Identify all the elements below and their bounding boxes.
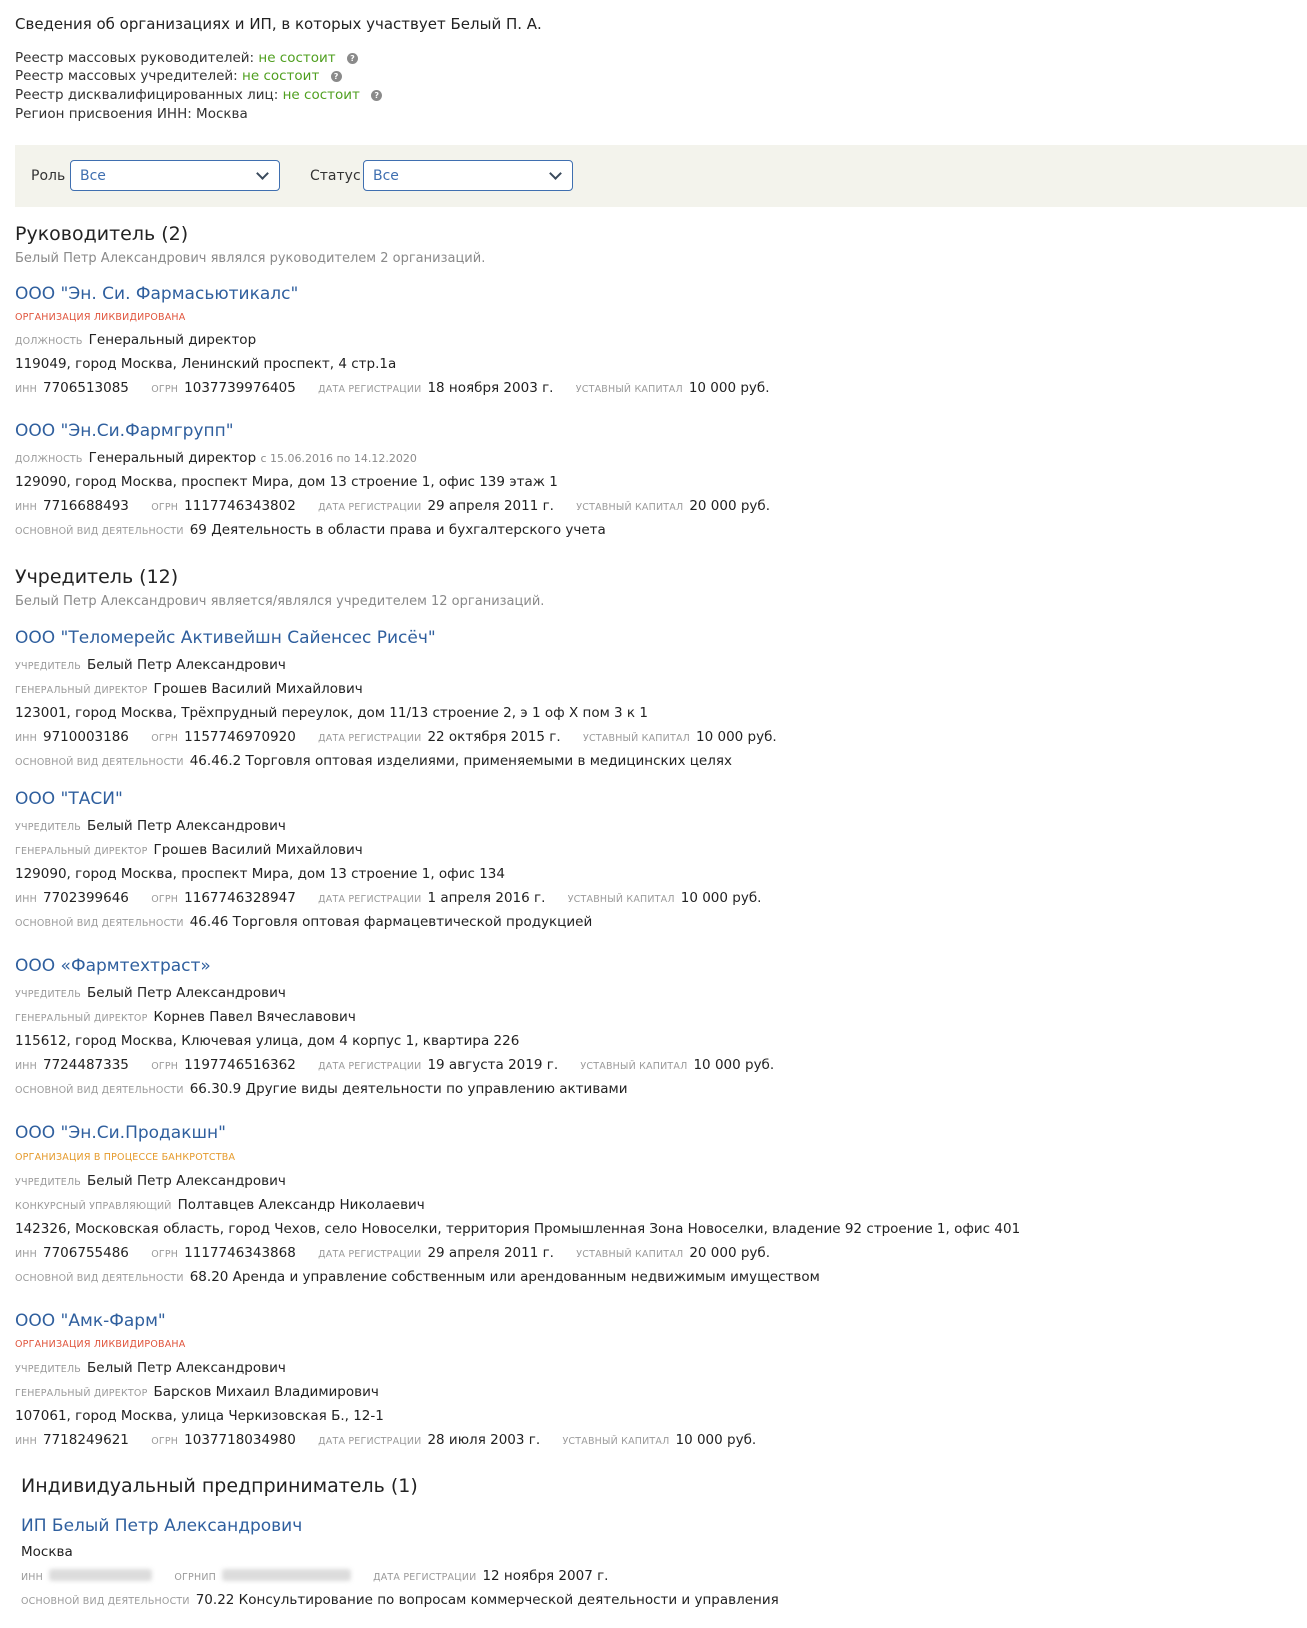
org-details: ИНН 9710003186 ОГРН 1157746970920 ДАТА РЕГИСТРАЦИИ 22 октября 2015 г. УСТАВНЫЙ КАПИТАЛ 10 000 руб.	[15, 729, 777, 745]
org-address: 129090, город Москва, проспект Мира, дом 13 строение 1, офис 134	[15, 866, 505, 882]
org-activity: ОСНОВНОЙ ВИД ДЕЯТЕЛЬНОСТИ 68.20 Аренда и управление собственным или арендованным недвижимым имуществом	[15, 1269, 820, 1285]
org-address: 142326, Московская область, город Чехов, село Новоселки, территория Промышленная Зона Новоселки, владение 92 строение 1, офис 401	[15, 1221, 1021, 1237]
registry-mass-founders: Реестр массовых учредителей: не состоит ?	[15, 68, 342, 84]
help-icon[interactable]: ?	[347, 53, 358, 64]
org-founder: УЧРЕДИТЕЛЬ Белый Петр Александрович	[15, 1173, 286, 1189]
org-founder: УЧРЕДИТЕЛЬ Белый Петр Александрович	[15, 1360, 286, 1376]
org-details: ИНН 7724487335 ОГРН 1197746516362 ДАТА РЕГИСТРАЦИИ 19 августа 2019 г. УСТАВНЫЙ КАПИТАЛ 10 000 руб.	[15, 1057, 775, 1073]
chevron-down-icon	[256, 167, 269, 180]
help-icon[interactable]: ?	[371, 90, 382, 101]
org-link[interactable]: ООО "Теломерейс Активейшн Сайенсес Рисёч"	[15, 628, 436, 648]
org-address: 129090, город Москва, проспект Мира, дом 13 строение 1, офис 139 этаж 1	[15, 474, 558, 490]
manager-section-title: Руководитель (2)	[15, 223, 189, 245]
org-position: ДОЛЖНОСТЬ Генеральный директор	[15, 332, 257, 348]
org-activity: ОСНОВНОЙ ВИД ДЕЯТЕЛЬНОСТИ 46.46.2 Торговля оптовая изделиями, применяемыми в медицинских целях	[15, 753, 732, 769]
founder-section-title: Учредитель (12)	[15, 566, 179, 588]
ip-details: ИНН ОГРНИП ДАТА РЕГИСТРАЦИИ 12 ноября 2007 г.	[21, 1568, 609, 1584]
page-title: Сведения об организациях и ИП, в которых участвует Белый П. А.	[15, 15, 542, 33]
org-activity: ОСНОВНОЙ ВИД ДЕЯТЕЛЬНОСТИ 46.46 Торговля оптовая фармацевтической продукцией	[15, 914, 593, 930]
org-founder: УЧРЕДИТЕЛЬ Белый Петр Александрович	[15, 985, 286, 1001]
ip-activity: ОСНОВНОЙ ВИД ДЕЯТЕЛЬНОСТИ 70.22 Консультирование по вопросам коммерческой деятельности и управления	[21, 1592, 779, 1608]
org-status-badge: ОРГАНИЗАЦИЯ ЛИКВИДИРОВАНА	[15, 312, 186, 323]
inn-region: Регион присвоения ИНН: Москва	[15, 106, 248, 122]
registry-status: не состоит	[258, 50, 336, 66]
org-link[interactable]: ООО "Эн.Си.Фармгрупп"	[15, 421, 234, 441]
registry-status: не состоит	[282, 87, 360, 103]
founder-section-subtitle: Белый Петр Александрович является/являлся учредителем 12 организаций.	[15, 594, 545, 609]
help-icon[interactable]: ?	[331, 71, 342, 82]
position-period: с 15.06.2016 по 14.12.2020	[260, 452, 417, 465]
org-details: ИНН 7718249621 ОГРН 1037718034980 ДАТА РЕГИСТРАЦИИ 28 июля 2003 г. УСТАВНЫЙ КАПИТАЛ 10 000 руб.	[15, 1432, 757, 1448]
blurred-inn	[49, 1569, 152, 1581]
ip-section-title: Индивидуальный предприниматель (1)	[21, 1475, 418, 1497]
registry-status: не состоит	[242, 68, 320, 84]
org-director: ГЕНЕРАЛЬНЫЙ ДИРЕКТОР Грошев Василий Михайлович	[15, 681, 363, 697]
role-select[interactable]: Все	[70, 160, 280, 191]
org-address: 107061, город Москва, улица Черкизовская Б., 12-1	[15, 1408, 384, 1424]
registry-disqualified: Реестр дисквалифицированных лиц: не состоит ?	[15, 87, 382, 103]
org-link[interactable]: ООО "Амк-Фарм"	[15, 1311, 166, 1331]
org-link[interactable]: ООО "Эн.Си.Продакшн"	[15, 1123, 226, 1143]
org-address: 115612, город Москва, Ключевая улица, дом 4 корпус 1, квартира 226	[15, 1033, 520, 1049]
org-link[interactable]: ООО "Эн. Си. Фармасьютикалс"	[15, 284, 299, 304]
org-details: ИНН 7706755486 ОГРН 1117746343868 ДАТА РЕГИСТРАЦИИ 29 апреля 2011 г. УСТАВНЫЙ КАПИТАЛ 20 000 руб.	[15, 1245, 771, 1261]
org-details: ИНН 7706513085 ОГРН 1037739976405 ДАТА РЕГИСТРАЦИИ 18 ноября 2003 г. УСТАВНЫЙ КАПИТАЛ 10 000 руб.	[15, 380, 770, 396]
ip-link[interactable]: ИП Белый Петр Александрович	[21, 1516, 303, 1536]
org-activity: ОСНОВНОЙ ВИД ДЕЯТЕЛЬНОСТИ 66.30.9 Другие виды деятельности по управлению активами	[15, 1081, 628, 1097]
org-founder: УЧРЕДИТЕЛЬ Белый Петр Александрович	[15, 818, 286, 834]
org-status-badge: ОРГАНИЗАЦИЯ ЛИКВИДИРОВАНА	[15, 1339, 186, 1350]
status-filter-label: Статус	[310, 168, 361, 184]
org-status-badge: ОРГАНИЗАЦИЯ В ПРОЦЕССЕ БАНКРОТСТВА	[15, 1152, 236, 1163]
role-filter-label: Роль	[31, 168, 66, 184]
org-position: ДОЛЖНОСТЬ Генеральный директор с 15.06.2016 по 14.12.2020	[15, 450, 417, 466]
org-link[interactable]: ООО "ТАСИ"	[15, 789, 123, 809]
manager-section-subtitle: Белый Петр Александрович являлся руководителем 2 организаций.	[15, 251, 486, 266]
org-director: ГЕНЕРАЛЬНЫЙ ДИРЕКТОР Грошев Василий Михайлович	[15, 842, 363, 858]
org-activity: ОСНОВНОЙ ВИД ДЕЯТЕЛЬНОСТИ 69 Деятельность в области права и бухгалтерского учета	[15, 522, 606, 538]
org-details: ИНН 7702399646 ОГРН 1167746328947 ДАТА РЕГИСТРАЦИИ 1 апреля 2016 г. УСТАВНЫЙ КАПИТАЛ 10 000 руб.	[15, 890, 762, 906]
registry-mass-managers: Реестр массовых руководителей: не состоит ?	[15, 50, 358, 66]
org-details: ИНН 7716688493 ОГРН 1117746343802 ДАТА РЕГИСТРАЦИИ 29 апреля 2011 г. УСТАВНЫЙ КАПИТАЛ 20 000 руб.	[15, 498, 771, 514]
chevron-down-icon	[549, 167, 562, 180]
org-director: ГЕНЕРАЛЬНЫЙ ДИРЕКТОР Барсков Михаил Владимирович	[15, 1384, 379, 1400]
ip-city: Москва	[21, 1544, 73, 1560]
blurred-ogrnip	[222, 1569, 351, 1581]
filter-bar	[15, 145, 1307, 207]
org-address: 123001, город Москва, Трёхпрудный переулок, дом 11/13 строение 2, э 1 оф Х пом 3 к 1	[15, 705, 648, 721]
org-director: ГЕНЕРАЛЬНЫЙ ДИРЕКТОР Корнев Павел Вячеславович	[15, 1009, 356, 1025]
org-receiver: КОНКУРСНЫЙ УПРАВЛЯЮЩИЙ Полтавцев Александр Николаевич	[15, 1197, 425, 1213]
status-select[interactable]: Все	[363, 160, 573, 191]
org-link[interactable]: ООО «Фармтехтраст»	[15, 956, 211, 976]
org-founder: УЧРЕДИТЕЛЬ Белый Петр Александрович	[15, 657, 286, 673]
org-address: 119049, город Москва, Ленинский проспект, 4 стр.1а	[15, 356, 397, 372]
